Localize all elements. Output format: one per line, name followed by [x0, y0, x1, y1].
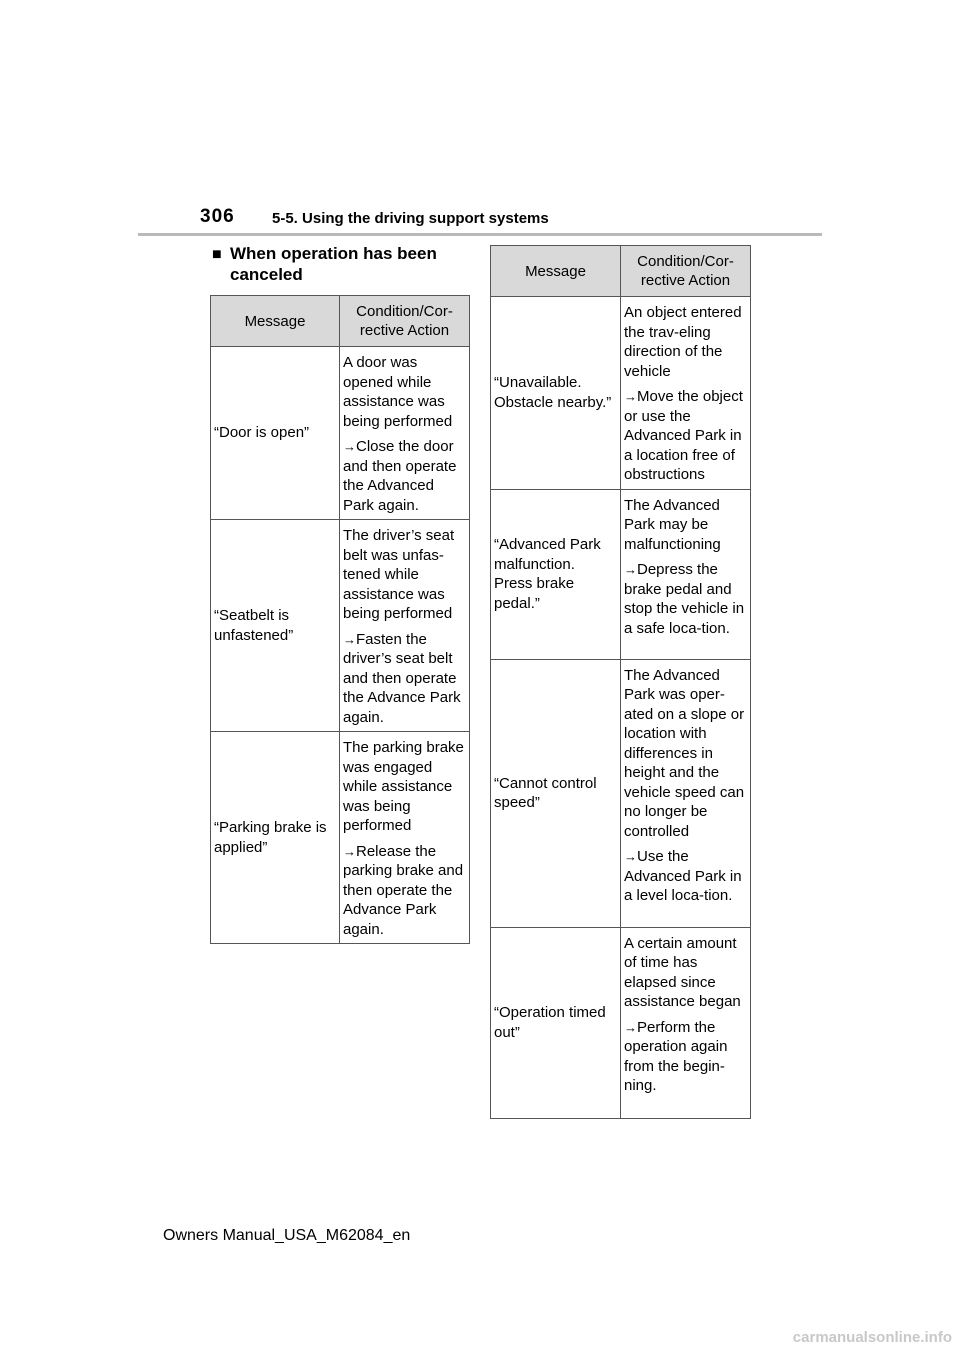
arrow-right-icon: →	[624, 562, 637, 577]
message-table-right	[490, 245, 751, 1119]
arrow-right-icon: →	[343, 439, 356, 454]
condition-text: The driver’s seat belt was unfas-tened while assistance was being performed	[343, 527, 455, 622]
header-rule	[138, 233, 822, 236]
action-label: Perform the operation again from the begin-ning.	[624, 1018, 728, 1094]
condition-text: A door was opened while assistance was being performed	[343, 354, 453, 430]
message-table-left	[210, 295, 470, 944]
table-row	[491, 489, 751, 659]
table-header-row	[491, 246, 751, 297]
arrow-right-icon: →	[343, 631, 356, 647]
action-label: Use the Advanced Park in a level loca-tion.	[624, 848, 742, 904]
column-header-condition: Condition/Cor-rective Action	[621, 246, 751, 297]
message-cell: “Advanced Park malfunction. Press brake pedal.”	[491, 489, 621, 659]
subheading	[212, 243, 472, 285]
action-text	[624, 1018, 747, 1096]
arrow-right-icon: →	[624, 849, 637, 864]
action-text	[343, 630, 466, 728]
column-header-condition: Condition/Cor-rective Action	[340, 296, 470, 347]
subheading-text: When operation has been canceled	[230, 244, 437, 284]
table-row	[491, 927, 751, 1118]
condition-cell	[621, 927, 751, 1118]
action-label: Depress the brake pedal and stop the vehicle in a safe loca-tion.	[624, 561, 745, 637]
page-number: 306	[200, 206, 235, 227]
message-cell: “Unavailable. Obstacle nearby.”	[491, 297, 621, 490]
message-cell: “Parking brake is applied”	[211, 732, 340, 944]
action-label: Release the parking brake and then operate the Advance Park again.	[343, 842, 464, 938]
arrow-right-icon: →	[624, 389, 637, 404]
table-row	[211, 732, 470, 944]
table-row	[491, 659, 751, 927]
condition-cell	[340, 732, 470, 944]
condition-cell	[621, 489, 751, 659]
action-text	[624, 847, 747, 906]
message-cell: “Operation timed out”	[491, 927, 621, 1118]
arrow-right-icon: →	[343, 843, 356, 859]
condition-cell	[621, 297, 751, 490]
condition-text: The Advanced Park may be malfunctioning	[624, 496, 721, 553]
message-cell: “Cannot control speed”	[491, 659, 621, 927]
square-bullet-icon: ■	[212, 246, 222, 263]
action-text	[343, 842, 466, 940]
action-text	[624, 560, 747, 638]
table-row	[491, 297, 751, 490]
condition-cell	[340, 347, 470, 520]
table-header-row	[211, 296, 470, 347]
action-text	[343, 437, 466, 515]
action-text	[624, 387, 747, 485]
watermark: carmanualsonline.info	[792, 1329, 952, 1346]
arrow-right-icon: →	[624, 1019, 637, 1035]
message-cell: “Door is open”	[211, 347, 340, 520]
footer-manual-id: Owners Manual_USA_M62084_en	[163, 1227, 411, 1244]
column-header-message: Message	[491, 246, 621, 297]
table-row	[211, 347, 470, 520]
message-cell: “Seatbelt is unfastened”	[211, 520, 340, 732]
condition-text: The parking brake was engaged while assistance was being performed	[343, 739, 464, 834]
section-title: 5-5. Using the driving support systems	[272, 210, 549, 227]
condition-text: A certain amount of time has elapsed since assistance began	[624, 934, 741, 1010]
action-label: Close the door and then operate the Advanced Park again.	[343, 438, 457, 514]
column-header-message: Message	[211, 296, 340, 347]
condition-cell	[340, 520, 470, 732]
condition-cell	[621, 659, 751, 927]
table-row	[211, 520, 470, 732]
action-label: Move the object or use the Advanced Park in a location free of obstructions	[624, 388, 743, 483]
action-label: Fasten the driver’s seat belt and then operate the Advance Park again.	[343, 630, 461, 726]
condition-text: An object entered the trav-eling direction of the vehicle	[624, 304, 742, 380]
condition-text: The Advanced Park was oper-ated on a slope or location with differences in height and the vehicle speed can no longer be controlled	[624, 666, 745, 840]
